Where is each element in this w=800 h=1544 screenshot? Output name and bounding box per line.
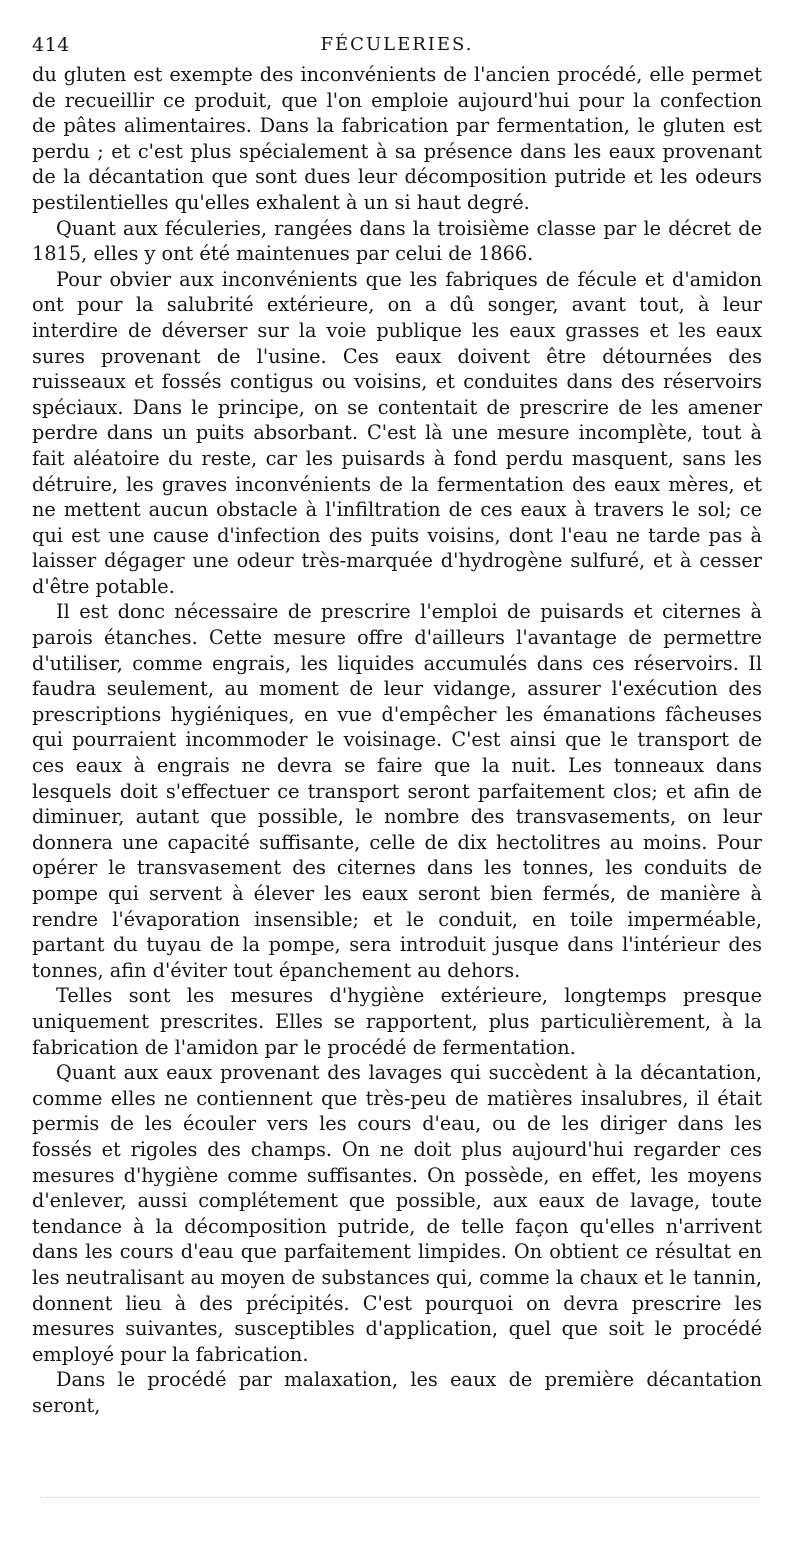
paragraph: Pour obvier aux inconvénients que les fabriques de fécule et d'amidon ont pour la salubrité extérieure, on a dû songer, avant tout, à leur interdire de déverser sur la voie publique les eaux grasses et les eaux sures provenant de l'usine. Ces eaux doivent être détournées des ruisseaux et fossés contigus ou voisins, et conduites dans des réservoirs spéciaux. Dans le principe, on se contentait de prescrire de les amener perdre dans un puits absorbant. C'est là une mesure incomplète, tout à fait aléatoire du reste, car les puisards à fond perdu masquent, sans les détruire, les graves inconvénients de la fermentation des eaux mères, et ne mettent aucun obstacle à l'infiltration de ces eaux à travers le sol; ce qui est une cause d'infection des puits voisins, dont l'eau ne tarde pas à laisser dégager une odeur très-marquée d'hydrogène sulfuré, et à cesser d'être potable. [32, 267, 762, 598]
paragraph: Quant aux féculeries, rangées dans la troisième classe par le décret de 1815, elles y ont été maintenues par celui de 1866. [32, 216, 762, 266]
paragraph: Il est donc nécessaire de prescrire l'emploi de puisards et citernes à parois étanches. Cette mesure offre d'ailleurs l'avantage de permettre d'utiliser, comme engrais, les liquides accumulés dans ces réservoirs. Il faudra seulement, au moment de leur vidange, assurer l'exécution des prescriptions hygiéniques, en vue d'empêcher les émanations fâcheuses qui pourraient incommoder le voisinage. C'est ainsi que le transport de ces eaux à engrais ne devra se faire que la nuit. Les tonneaux dans lesquels doit s'effectuer ce transport seront parfaitement clos; et afin de diminuer, autant que possible, le nombre des transvasements, on leur donnera une capacité suffisante, celle de dix hectolitres au moins. Pour opérer le transvasement des citernes dans les tonnes, les conduits de pompe qui servent à élever les eaux seront bien fermés, de manière à rendre l'évaporation insensible; et le conduit, en toile imperméable, partant du tuyau de la pompe, sera introduit jusque dans l'intérieur des tonnes, afin d'éviter tout épanchement au dehors. [32, 600, 762, 982]
running-title: FÉCULERIES. [320, 34, 474, 55]
paragraph: Quant aux eaux provenant des lavages qui succèdent à la décantation, comme elles ne contiennent que très-peu de matières insalubres, il était permis de les écouler vers les cours d'eau, ou de les diriger dans les fossés et rigoles des champs. On ne doit plus aujourd'hui regarder ces mesures d'hygiène comme suffisantes. On possède, en effet, les moyens d'enlever, aussi complétement que possible, aux eaux de lavage, toute tendance à la décomposition putride, de telle façon qu'elles n'arrivent dans les cours d'eau que parfaitement limpides. On obtient ce résultat en les neutralisant au moyen de substances qui, comme la chaux et le tannin, donnent lieu à des précipités. C'est pourquoi on devra prescrire les mesures suivantes, susceptibles d'application, quel que soit le procédé employé pour la fabrication. [32, 1061, 762, 1366]
paragraph: Telles sont les mesures d'hygiène extérieure, longtemps presque uniquement prescrites. Elles se rapportent, plus particulièrement, à la fabrication de l'amidon par le procédé de fermentation. [32, 984, 762, 1059]
paragraph: Dans le procédé par malaxation, les eaux de première décantation seront, [32, 1368, 762, 1417]
body-text [32, 62, 762, 1418]
page-header [32, 34, 762, 60]
page-number: 414 [32, 34, 70, 56]
paragraph: du gluten est exempte des inconvénients de l'ancien procédé, elle permet de recueillir ce produit, que l'on emploie aujourd'hui pour la confection de pâtes alimentaires. Dans la fabrication par fermentation, le gluten est perdu ; et c'est plus spécialement à sa présence dans les eaux provenant de la décantation que sont dues leur décomposition putride et les odeurs pestilentielles qu'elles exhalent à un si haut degré. [32, 63, 762, 214]
scan-noise-divider [40, 1497, 760, 1500]
